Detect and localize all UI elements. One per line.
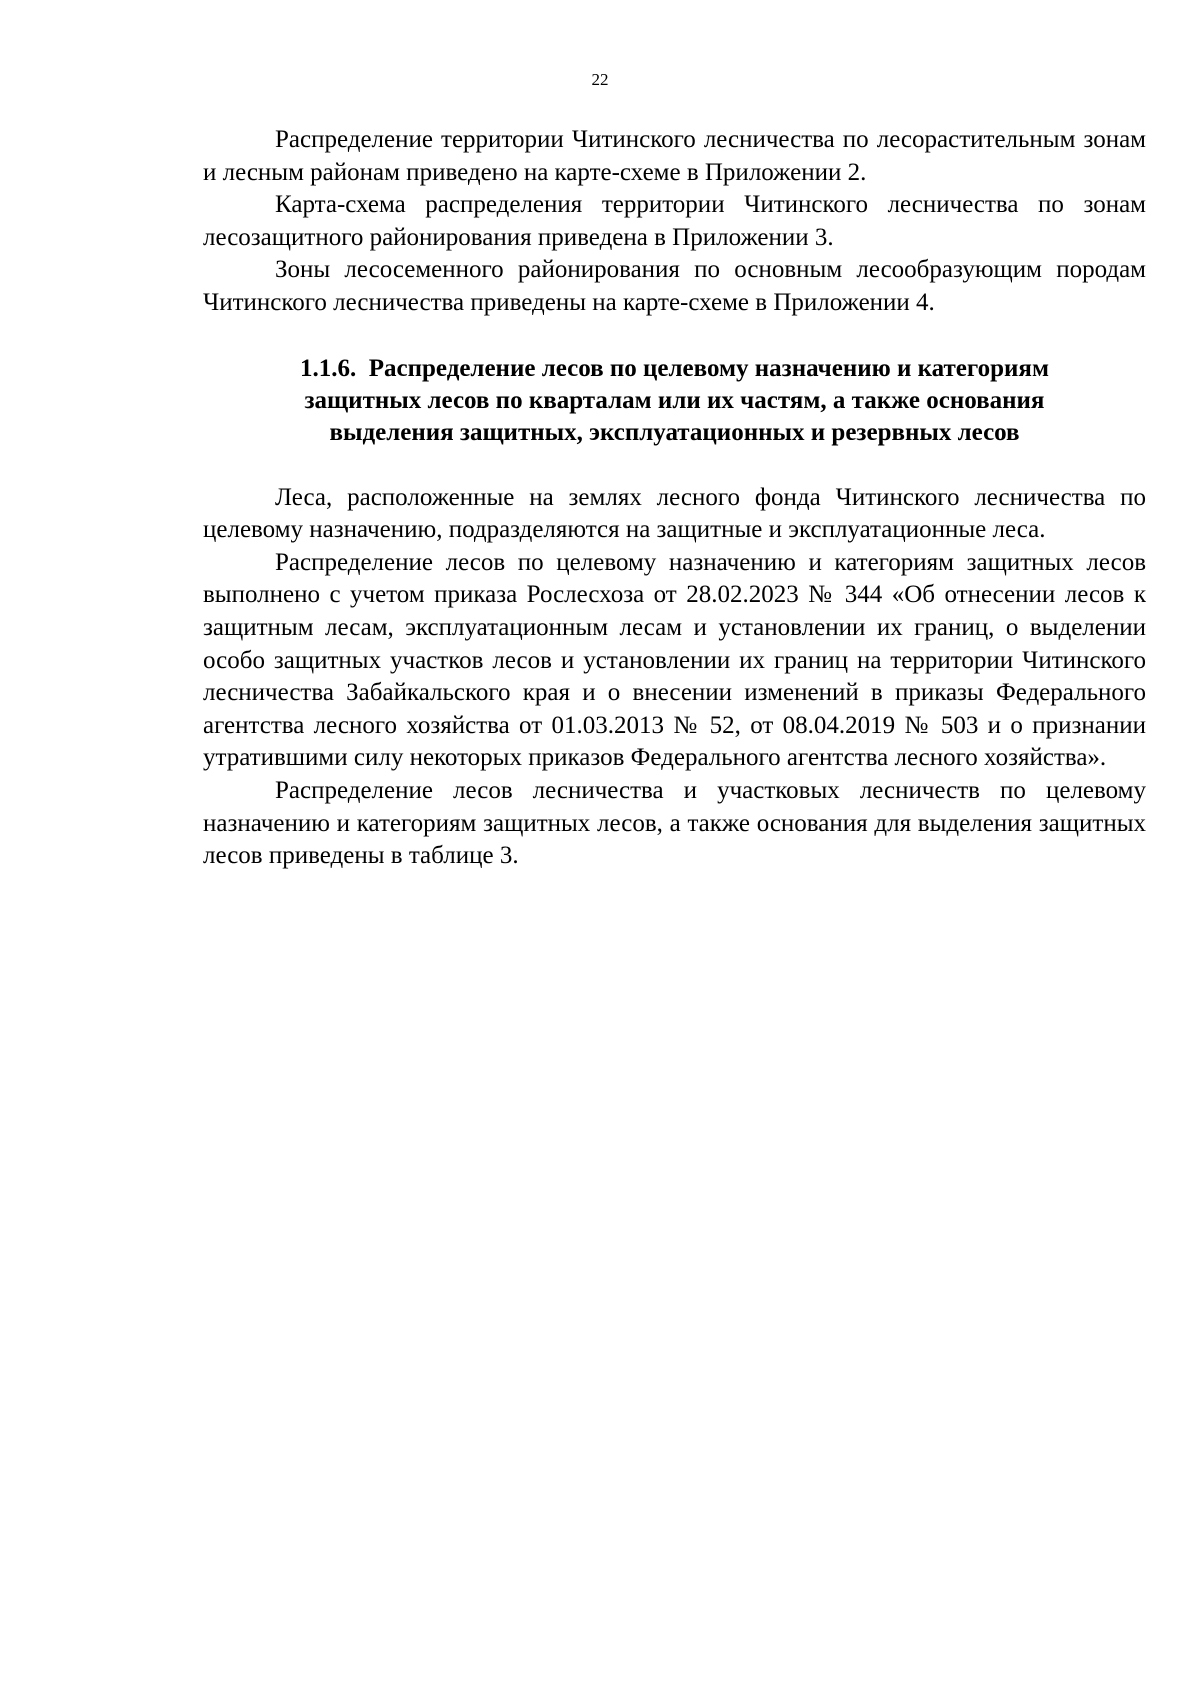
- section-title-line-2: защитных лесов по кварталам или их частям, а также основания: [304, 386, 1045, 414]
- section-number: 1.1.6.: [300, 354, 357, 382]
- section-title-line-3: выделения защитных, эксплуатационных и резервных лесов: [329, 418, 1020, 446]
- body-paragraph-3: Распределение лесов лесничества и участковых лесничеств по целевому назначению и категориям защитных лесов, а также основания для выделения защитных лесов приведены в таблице 3.: [203, 776, 1146, 870]
- page-number: 22: [591, 70, 609, 89]
- intro-paragraph-3: Зоны лесосеменного районирования по основным лесообразующим породам Читинского лесничества приведены на карте-схеме в Приложении 4.: [203, 256, 1146, 316]
- page-content: [203, 124, 1146, 873]
- body-paragraph-1: Леса, расположенные на землях лесного фонда Читинского лесничества по целевому назначению, подразделяются на защитные и эксплуатационные леса.: [203, 483, 1146, 544]
- body-paragraph-2: Распределение лесов по целевому назначению и категориям защитных лесов выполнено с учетом приказа Рослесхоза от 28.02.2023 № 344 «Об отнесении лесов к защитным лесам, эксплуатационным лесам и установлении их границ, о выделении особо защитных участков лесов и установлении их границ на территории Читинского лесничества Забайкальского края и о внесении изменений в приказы Федерального агентства лесного хозяйства от 01.03.2013 № 52, от 08.04.2019 № 503 и о признании утратившими силу некоторых приказов Федерального агентства лесного хозяйства».: [203, 548, 1146, 772]
- intro-paragraph-1: Распределение территории Читинского лесничества по лесорастительным зонам и лесным районам приведено на карте-схеме в Приложении 2.: [203, 126, 1146, 186]
- section-title-line-1: Распределение лесов по целевому назначению и категориям: [368, 354, 1049, 382]
- section-heading: [203, 353, 1146, 449]
- intro-paragraph-2: Карта-схема распределения территории Читинского лесничества по зонам лесозащитного районирования приведена в Приложении 3.: [203, 191, 1146, 251]
- section-heading-line-1: [203, 353, 1146, 385]
